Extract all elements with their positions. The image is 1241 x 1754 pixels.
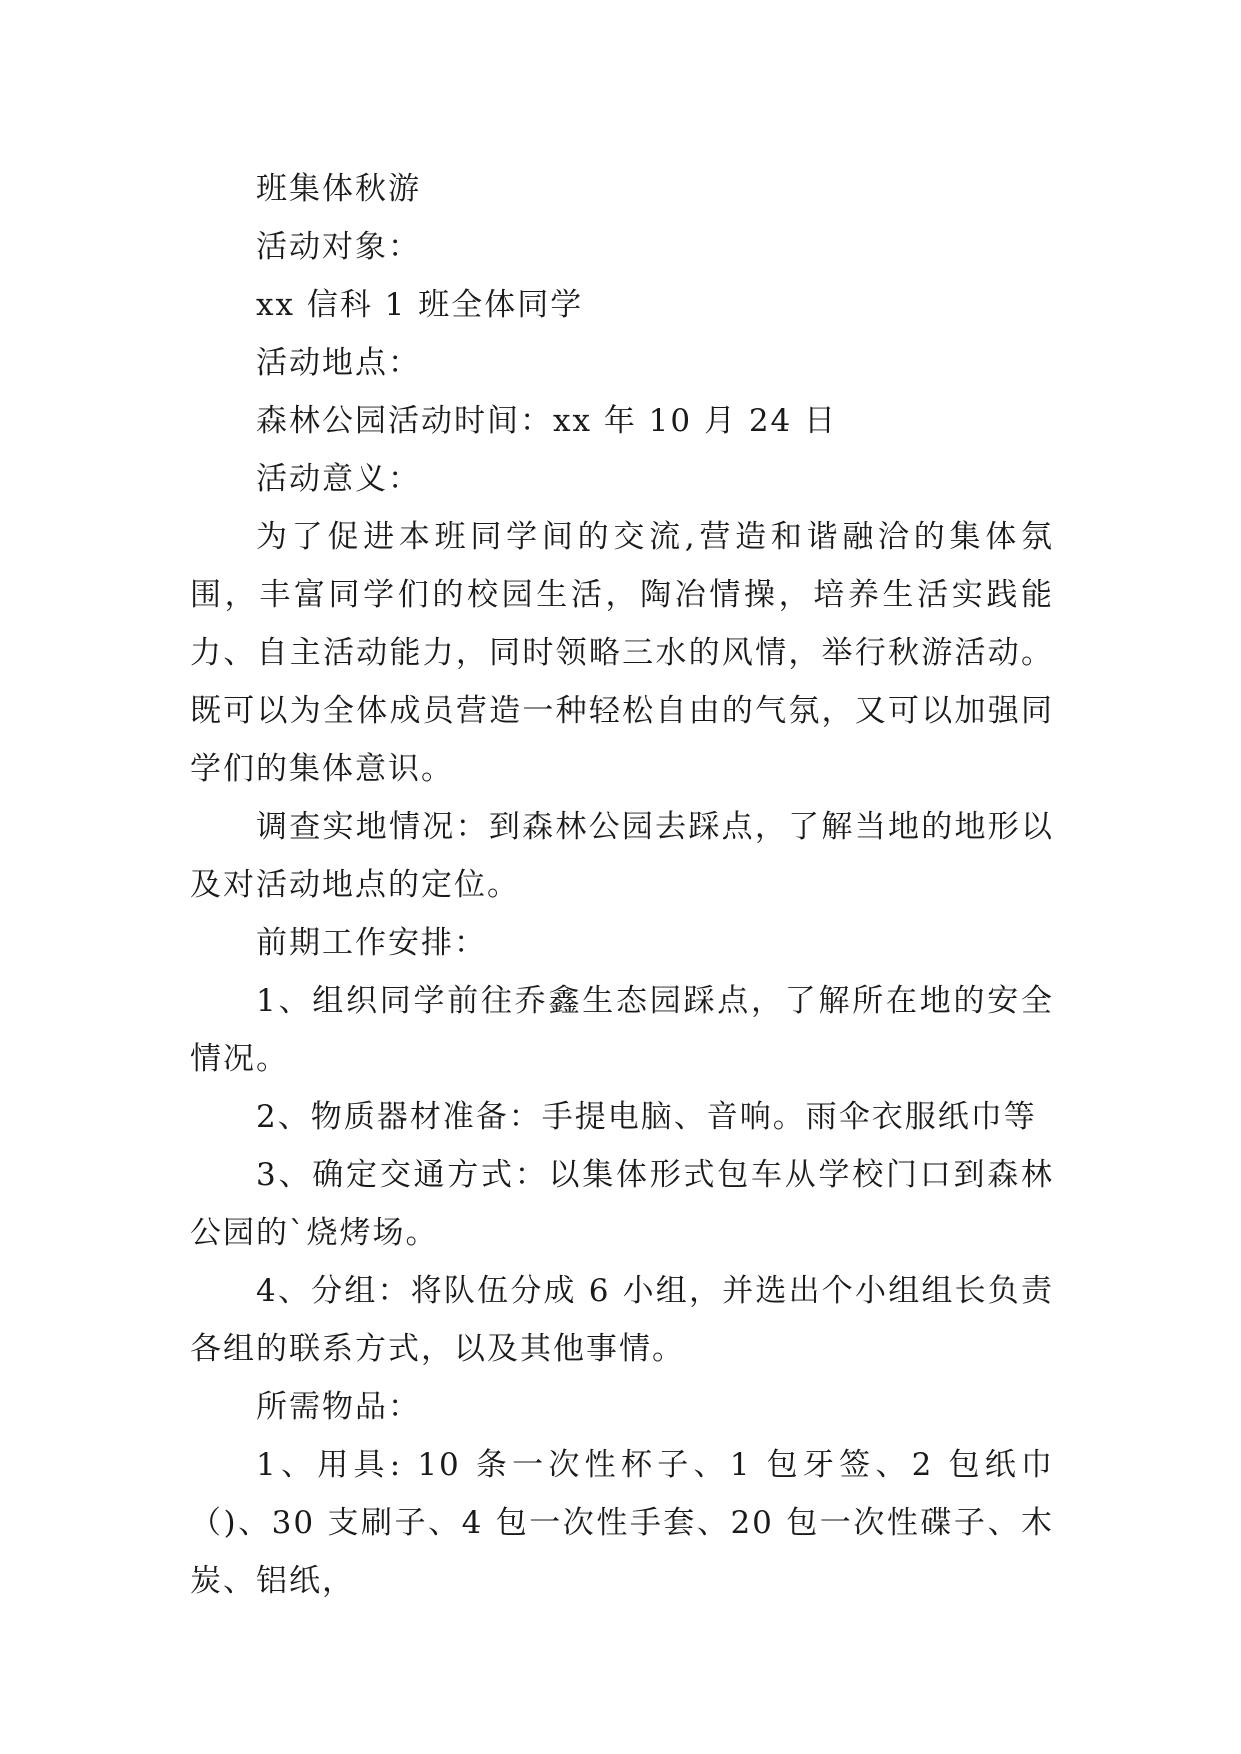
label-activity-location: 活动地点： xyxy=(256,345,421,381)
label-activity-meaning: 活动意义： xyxy=(256,461,421,497)
list-item-preparation-2: 2、物质器材准备：手提电脑、音响。雨伞衣服纸巾等 xyxy=(256,1099,1037,1135)
list-item-required-1: 1、用具: 10 条一次性杯子、1 包牙签、2 包纸巾（)、30 支刷子、4 包一次性手套、20 包一次性碟子、木炭、铝纸， xyxy=(190,1447,1054,1599)
paragraph-activity-meaning: 为了促进本班同学间的交流,营造和谐融洽的集体氛围，丰富同学们的校园生活，陶冶情操，培养生活实践能力、自主活动能力，同时领略三水的风情，举行秋游活动。既可以为全体成员营造一种轻松自由的气氛，又可以加强同学们的集体意识。 xyxy=(190,519,1054,787)
label-required-items: 所需物品： xyxy=(256,1389,421,1425)
label-activity-target: 活动对象： xyxy=(256,229,421,265)
paragraph-site-survey: 调查实地情况：到森林公园去踩点，了解当地的地形以及对活动地点的定位。 xyxy=(190,809,1054,903)
list-item-preparation-1: 1、组织同学前往乔鑫生态园踩点，了解所在地的安全情况。 xyxy=(190,983,1054,1077)
heading-class-outing: 班集体秋游 xyxy=(256,171,421,207)
value-location-and-time: 森林公园活动时间：xx 年 10 月 24 日 xyxy=(256,403,838,439)
value-activity-target: xx 信科 1 班全体同学 xyxy=(256,287,584,323)
label-preparation: 前期工作安排： xyxy=(256,925,487,961)
list-item-preparation-3: 3、确定交通方式：以集体形式包车从学校门口到森林公园的`烧烤场。 xyxy=(190,1157,1054,1251)
document-body xyxy=(190,160,1054,1610)
list-item-preparation-4: 4、分组：将队伍分成 6 小组，并选出个小组组长负责各组的联系方式，以及其他事情。 xyxy=(190,1273,1054,1367)
